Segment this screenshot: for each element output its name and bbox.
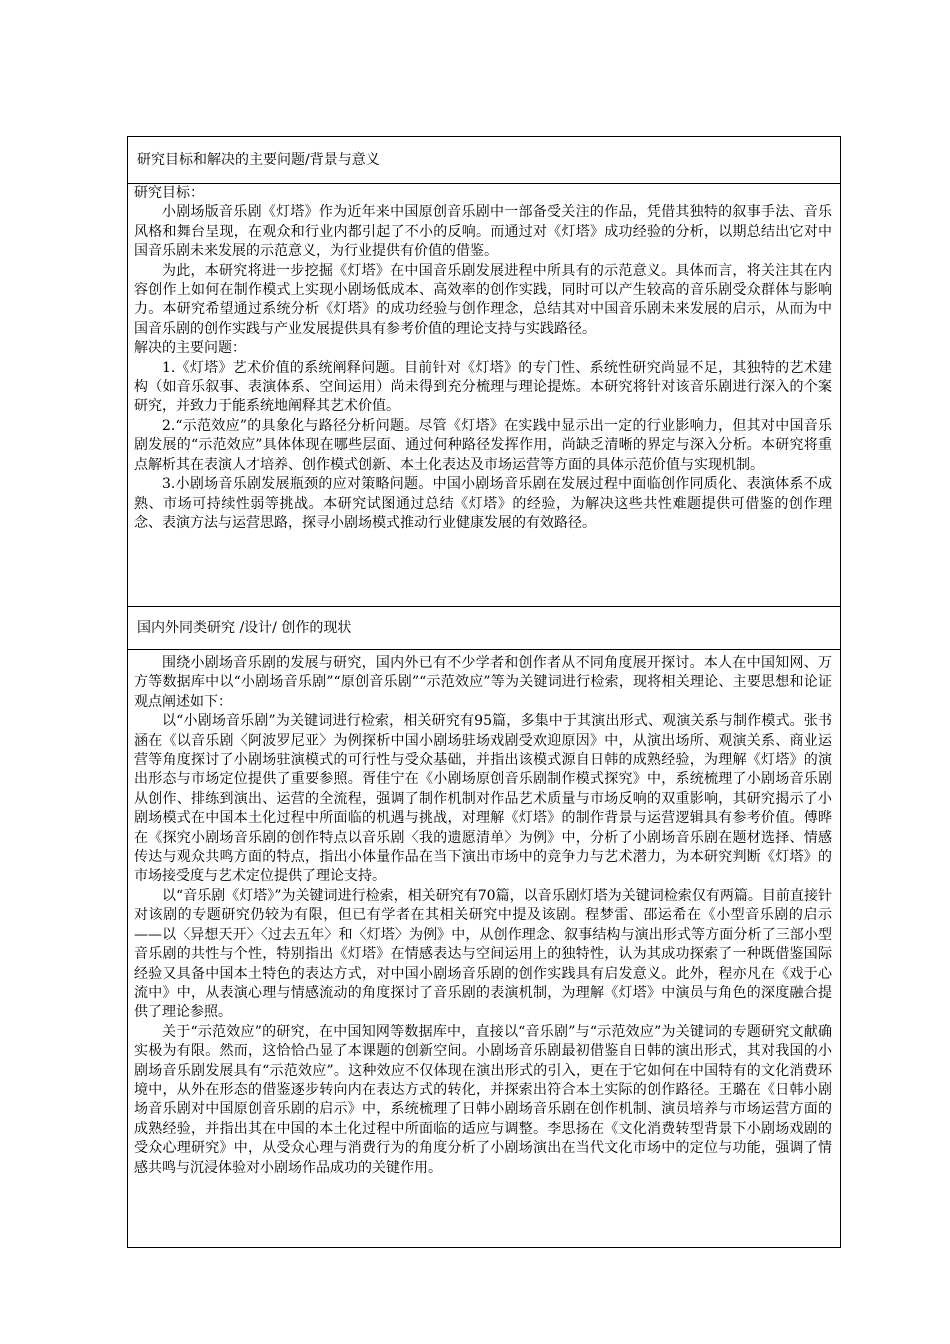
- status-paragraph-3: 以“音乐剧《灯塔》”为关键词进行检索，相关研究有70篇，以音乐剧灯塔为关键词检索仅有两篇。目前直接针对该剧的专题研究仍较为有限，但已有学者在其相关研究中提及该剧。程梦雷、邵运希在《小型音乐剧的启示——以〈异想天开〉〈过去五年〉和〈灯塔〉为例》中，从创作理念、叙事结构与演出形式等方面分析了三部小型音乐剧的共性与个性，特别指出《灯塔》在情感表达与空间运用上的独特性，认为其成功探索了一种既借鉴国际经验又具备中国本土特色的表达方式，对中国小剧场音乐剧的创作实践具有启发意义。此外，程亦凡在《戏于心流中》中，从表演心理与情感流动的角度探讨了音乐剧的表演机制，为理解《灯塔》中演员与角色的深度融合提供了理论参照。: [134, 887, 832, 1021]
- section-title: 国内外同类研究 /设计/ 创作的现状: [137, 620, 352, 636]
- section-title: 研究目标和解决的主要问题/背景与意义: [137, 152, 380, 168]
- status-paragraph-4: 关于“示范效应”的研究，在中国知网等数据库中，直接以“音乐剧”与“示范效应”为关键词的专题研究文献确实极为有限。然而，这恰恰凸显了本课题的创新空间。小剧场音乐剧最初借鉴自日韩的演出形式，其对我国的小剧场音乐剧发展具有“示范效应”。这种效应不仅体现在演出形式的引入，更在于它如何在中国特有的文化消费环境中，从外在形态的借鉴逐步转向内在表达方式的转化，并探索出符合本土实际的创作路径。王璐在《日韩小剧场音乐剧对中国原创音乐剧的启示》中，系统梳理了日韩小剧场音乐剧在创作机制、演员培养与市场运营方面的成熟经验，并指出其在中国的本土化过程中所面临的适应与调整。李思扬在《文化消费转型背景下小剧场戏剧的受众心理研究》中，从受众心理与消费行为的角度分析了小剧场演出在当代文化市场中的定位与功能，强调了情感共鸣与沉浸体验对小剧场作品成功的关键作用。: [134, 1023, 832, 1176]
- goal-paragraph-1: 小剧场版音乐剧《灯塔》作为近年来中国原创音乐剧中一部备受关注的作品，凭借其独特的叙事手法、音乐风格和舞台呈现，在观众和行业内都引起了不小的反响。而通过对《灯塔》成功经验的分析，以期总结出它对中国音乐剧未来发展的示范意义，为行业提供有价值的借鉴。: [134, 204, 832, 260]
- goal-paragraph-2: 为此，本研究将进一步挖掘《灯塔》在中国音乐剧发展进程中所具有的示范意义。具体而言，将关注其在内容创作上如何在制作模式上实现小剧场低成本、高效率的创作实践，同时可以产生较高的音乐剧受众群体与影响力。本研究希望通过系统分析《灯塔》的成功经验与创作理念，总结其对中国音乐剧未来发展的启示，从而为中国音乐剧的创作实践与产业发展提供具有参考价值的理论支持与实践路径。: [134, 262, 832, 337]
- goal-label: 研究目标：: [134, 185, 204, 201]
- document-table: [127, 136, 841, 1248]
- section-body-goals: [128, 184, 840, 606]
- problem-paragraph-3: 3.小剧场音乐剧发展瓶颈的应对策略问题。中国小剧场音乐剧在发展过程中面临创作同质化、表演体系不成熟、市场可持续性弱等挑战。本研究试图通过总结《灯塔》的经验，为解决这些共性难题提供可借鉴的创作理念、表演方法与运营思路，探寻小剧场模式推动行业健康发展的有效路径。: [134, 476, 832, 531]
- section-header-goals: [128, 137, 840, 184]
- section-header-status: [128, 606, 840, 650]
- problems-label: 解决的主要问题：: [134, 340, 246, 357]
- section-body-status: [128, 654, 840, 1244]
- status-paragraph-2: 以“小剧场音乐剧”为关键词进行检索，相关研究有95篇，多集中于其演出形式、观演关系与制作模式。张书涵在《以音乐剧〈阿波罗尼亚〉为例探析中国小剧场驻场戏剧受欢迎原因》中，从演出场所、观演关系、商业运营等角度探讨了小剧场驻演模式的可行性与受众基础，并指出该模式源自日韩的成熟经验，为理解《灯塔》的演出形态与市场定位提供了重要参照。胥佳宁在《小剧场原创音乐剧制作模式探究》中，系统梳理了小剧场音乐剧从创作、排练到演出、运营的全流程，强调了制作机制对作品艺术质量与市场反响的双重影响，其研究揭示了小剧场模式在中国本土化过程中所面临的机遇与挑战，对理解《灯塔》的制作背景与运营逻辑具有参考价值。傅晔在《探究小剧场音乐剧的创作特点以音乐剧〈我的遗愿清单〉为例》中，分析了小剧场音乐剧在题材选择、情感传达与观众共鸣方面的特点，指出小体量作品在当下演出市场中的竞争力与艺术潜力，为本研究判断《灯塔》的市场接受度与艺术定位提供了理论支持。: [134, 713, 832, 885]
- problem-paragraph-2: 2.“示范效应”的具象化与路径分析问题。尽管《灯塔》在实践中显示出一定的行业影响力，但其对中国音乐剧发展的“示范效应”具体体现在哪些层面、通过何种路径发挥作用，尚缺乏清晰的界定与深入分析。本研究将重点解析其在表演人才培养、创作模式创新、本土化表达及市场运营等方面的具体示范价值与实现机制。: [134, 417, 832, 473]
- status-paragraph-1: 围绕小剧场音乐剧的发展与研究，国内外已有不少学者和创作者从不同角度展开探讨。本人在中国知网、万方等数据库中以“小剧场音乐剧”“原创音乐剧”“示范效应”等为关键词进行检索，现将相关理论、主要思想和论证观点阐述如下：: [134, 655, 832, 710]
- problem-paragraph-1: 1.《灯塔》艺术价值的系统阐释问题。目前针对《灯塔》的专门性、系统性研究尚显不足，其独特的艺术建构（如音乐叙事、表演体系、空间运用）尚未得到充分梳理与理论提炼。本研究将针对该音乐剧进行深入的个案研究，并致力于能系统地阐释其艺术价值。: [134, 359, 832, 415]
